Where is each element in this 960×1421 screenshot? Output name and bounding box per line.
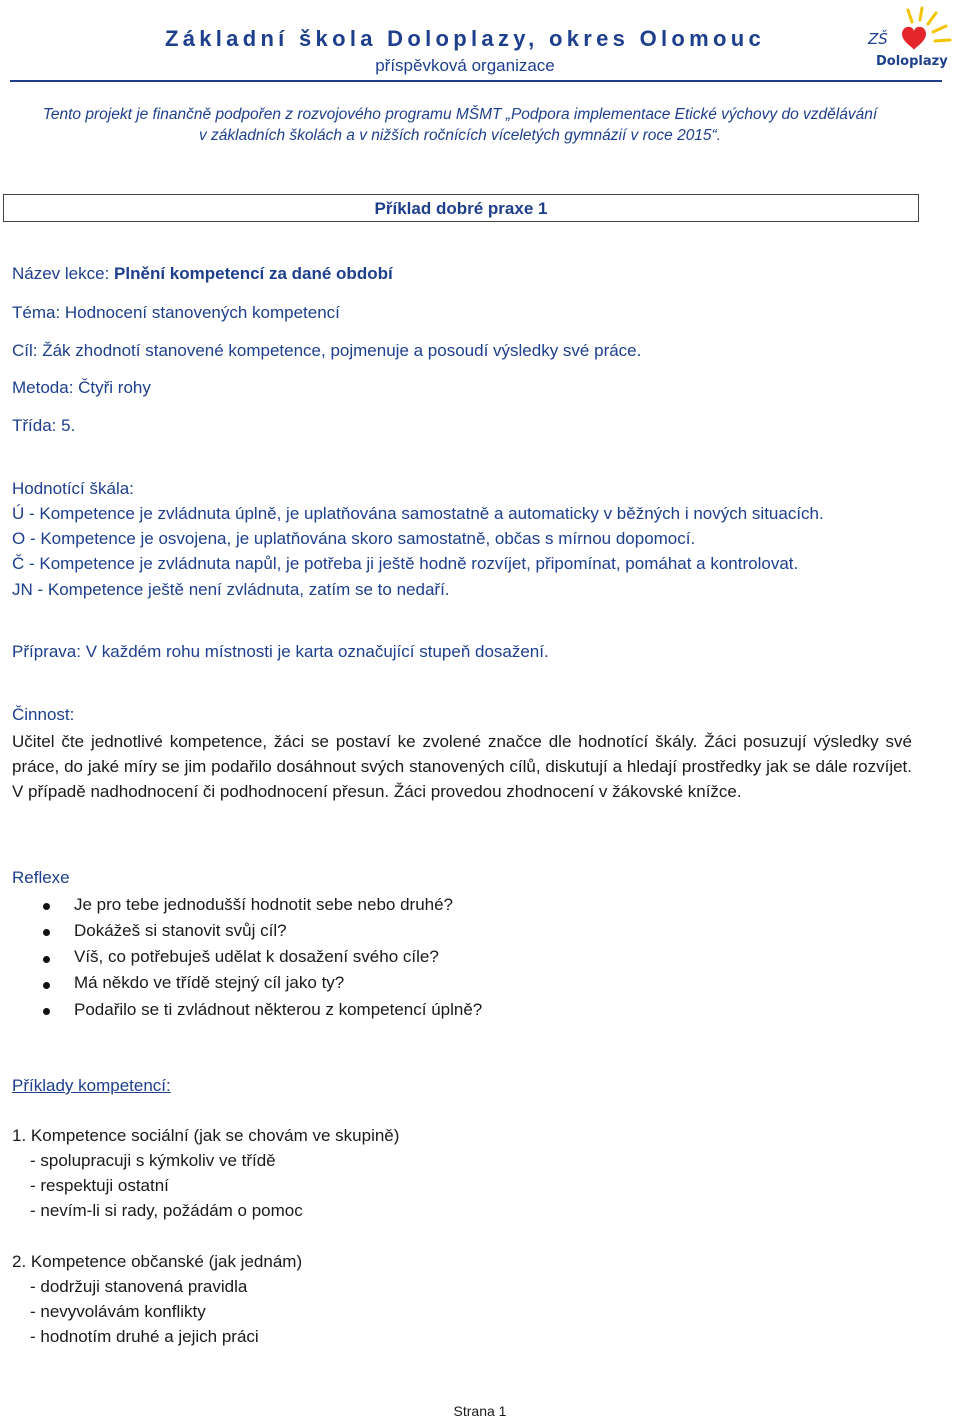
document-title: Příklad dobré praxe 1 [374,199,548,218]
competence-item: - dodržuji stanovená pravidla [30,1277,248,1296]
project-note-line-1: Tento projekt je finančně podpořen z rozvojového programu MŠMT „Podpora implementace Etické výchovy do vzdělávání [42,106,878,123]
bullet-icon [43,956,50,963]
scale-item: JN - Kompetence ještě není zvládnuta, zatím se to nedaří. [12,580,450,599]
competence-group-title: 1. Kompetence sociální (jak se chovám ve skupině) [12,1126,400,1145]
competence-item: - nevyvolávám konflikty [30,1302,206,1321]
reflection-question: Podařilo se ti zvládnout některou z kompetencí úplně? [74,1000,483,1019]
preparation-text: Příprava: V každém rohu místnosti je karta označující stupeň dosažení. [12,642,549,661]
activity-heading: Činnost: [12,705,75,724]
reflection-question: Má někdo ve třídě stejný cíl jako ty? [74,973,345,992]
scale-heading: Hodnotící škála: [12,479,134,498]
lesson-method: Metoda: Čtyři rohy [12,378,151,397]
header-divider [10,80,942,82]
bullet-icon [43,982,50,989]
lesson-name [12,264,393,284]
examples-heading: Příklady kompetencí: [12,1076,171,1095]
scale-item: O - Kompetence je osvojena, je uplatňována skoro samostatně, občas s mírnou dopomocí. [12,529,696,548]
lesson-goal: Cíl: Žák zhodnotí stanovené kompetence, pojmenuje a posoudí výsledky své práce. [12,341,642,360]
school-name: Základní škola Doloplazy, okres Olomouc [164,26,766,51]
lesson-name-value: Plnění kompetencí za dané období [114,264,393,283]
organization-type: příspěvková organizace [375,56,555,75]
bullet-icon [43,903,50,910]
lesson-name-label: Název lekce: [12,264,115,283]
bullet-icon [43,1008,50,1015]
scale-item: Ú - Kompetence je zvládnuta úplně, je uplatňována samostatně a automaticky v běžných i nových situacích. [12,504,824,523]
competence-item: - spolupracuji s kýmkoliv ve třídě [30,1151,276,1170]
svg-text:Doloplazy: Doloplazy [876,54,948,69]
competence-item: - respektuji ostatní [30,1176,169,1195]
school-logo [862,4,956,74]
svg-text:ZŠ: ZŠ [868,30,888,48]
lesson-class: Třída: 5. [12,416,76,435]
project-funding-note [20,104,900,146]
competence-item: - hodnotím druhé a jejich práci [30,1327,259,1346]
reflection-question: Víš, co potřebuješ udělat k dosažení svého cíle? [74,947,439,966]
reflection-question: Dokážeš si stanovit svůj cíl? [74,921,287,940]
lesson-topic: Téma: Hodnocení stanovených kompetencí [12,303,340,322]
activity-text: Učitel čte jednotlivé kompetence, žáci se postaví ke zvolené značce dle hodnotící škály. Žáci posuzují výsledky své práce, do jaké míry se jim podařilo dosáhnout svých stanovených cílů, diskutují a hledají prostředky jak se dále rozvíjet. V případě nadhodnocení či podhodnocení přesun. Žáci provedou zhodnocení v žákovské knížce. [12,732,912,801]
scale-item: Č - Kompetence je zvládnuta napůl, je potřeba ji ještě hodně rozvíjet, připomínat, pomáhat a kontrolovat. [12,554,799,573]
page-number: Strana 1 [453,1403,507,1419]
reflection-heading: Reflexe [12,868,70,887]
bullet-icon [43,929,50,936]
reflection-question: Je pro tebe jednodušší hodnotit sebe nebo druhé? [74,895,454,914]
heart-icon [902,27,926,50]
project-note-line-2: v základních školách a v nižších ročnících víceletých gymnázií v roce 2015“. [198,127,722,144]
competence-group-title: 2. Kompetence občanské (jak jednám) [12,1252,303,1271]
competence-item: - nevím-li si rady, požádám o pomoc [30,1201,303,1220]
